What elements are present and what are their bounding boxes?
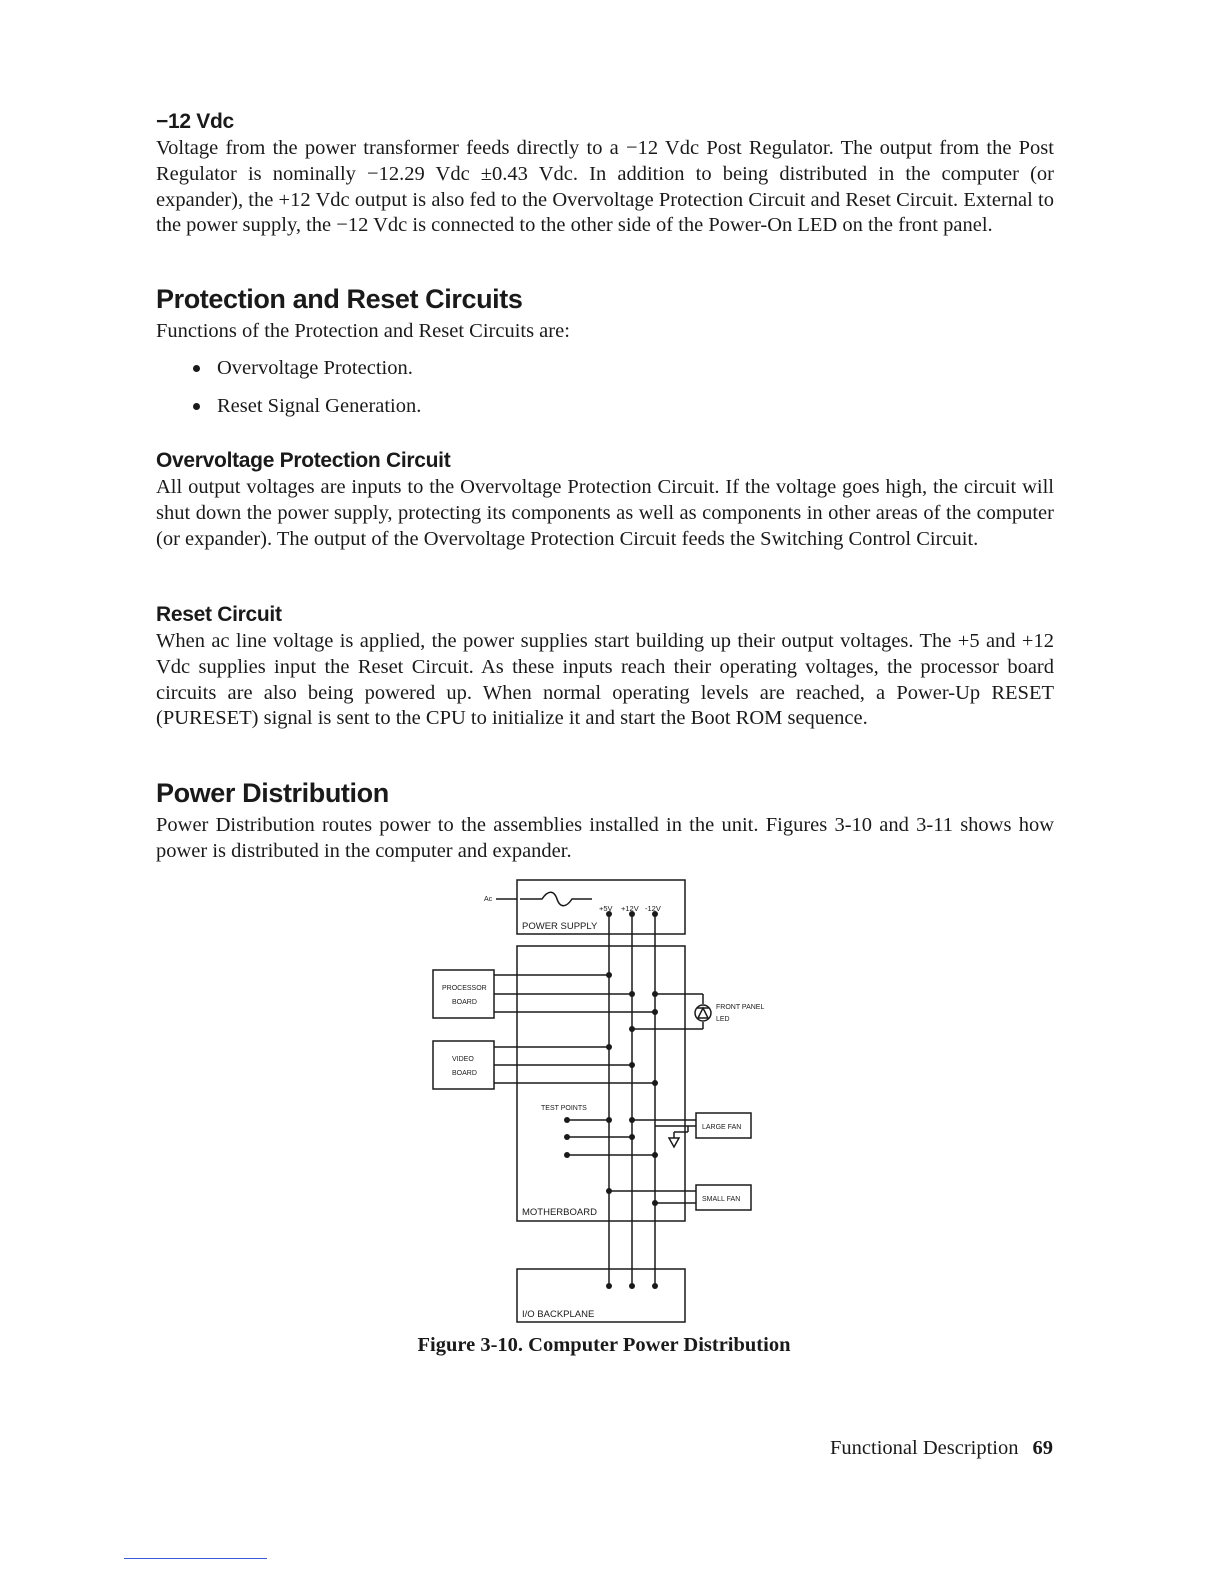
paragraph-distribution: Power Distribution routes power to the assemblies installed in the unit. Figures 3-10 and 3-11 shows how power is distributed in the computer and expander. (156, 814, 1054, 862)
video-board-label-1: VIDEO (452, 1056, 474, 1063)
bullet-item: Reset Signal Generation. (193, 392, 1054, 430)
bottom-rule (124, 1558, 267, 1559)
test-point (564, 1152, 570, 1158)
label-5v: +5V (599, 904, 613, 913)
small-fan-label: SMALL FAN (702, 1196, 741, 1203)
label-minus12v: -12V (645, 904, 661, 913)
processor-board-box (433, 970, 494, 1018)
ac-label: Ac (484, 896, 493, 903)
label-12v: +12V (621, 904, 639, 913)
heading-overvoltage: Overvoltage Protection Circuit (156, 449, 451, 472)
footer-title: Functional Description (830, 1437, 1019, 1459)
large-fan-label: LARGE FAN (702, 1124, 742, 1131)
sine-symbol (520, 892, 592, 906)
video-board-label-2: BOARD (452, 1070, 477, 1077)
heading-minus12vdc: −12 Vdc (156, 110, 234, 133)
figure-caption: Figure 3-10. Computer Power Distribution (417, 1334, 791, 1356)
test-points-label: TEST POINTS (541, 1105, 587, 1112)
page-number: 69 (1032, 1437, 1053, 1459)
bullet-item: Overvoltage Protection. (193, 354, 1054, 392)
processor-board-label-2: BOARD (452, 999, 477, 1006)
io-backplane-label: I/O BACKPLANE (522, 1309, 595, 1320)
processor-board-label-1: PROCESSOR (442, 985, 487, 992)
test-point (564, 1134, 570, 1140)
front-panel-label-2: LED (716, 1016, 730, 1023)
heading-reset: Reset Circuit (156, 603, 282, 626)
front-panel-label-1: FRONT PANEL (716, 1004, 765, 1011)
paragraph-minus12vdc: Voltage from the power transformer feeds directly to a −12 Vdc Post Regulator. The output from the Post Regulator is nominally −12.29 Vdc ±0.43 Vdc. In addition to being distributed in the computer (or expander), the +12 Vdc output is also fed to the Overvoltage Protection Circuit and Reset Circuit. External to the power supply, the −12 Vdc is connected to the other side of the Power-On LED on the front panel. (156, 137, 1054, 237)
video-board-box (433, 1041, 494, 1089)
paragraph-reset: When ac line voltage is applied, the power supplies start building up their output voltages. The +5 and +12 Vdc supplies input the Reset Circuit. As these inputs reach their operating voltages, the processor board circuits are also being powered up. When normal operating levels are reached, a Power-Up RESET (PURESET) signal is sent to the CPU to initialize it and start the Boot ROM sequence. (156, 630, 1054, 730)
paragraph-overvoltage: All output voltages are inputs to the Overvoltage Protection Circuit. If the voltage goes high, the circuit will shut down the power supply, protecting its components as well as components in other areas of the computer (or expander). The output of the Overvoltage Protection Circuit feeds the Switching Control Circuit. (156, 476, 1054, 550)
heading-protection: Protection and Reset Circuits (156, 284, 523, 314)
heading-distribution: Power Distribution (156, 778, 389, 808)
power-supply-label: POWER SUPPLY (522, 921, 598, 932)
paragraph-protection-intro: Functions of the Protection and Reset Circuits are: (156, 320, 570, 342)
motherboard-label: MOTHERBOARD (522, 1207, 597, 1218)
page-footer (830, 1437, 1053, 1460)
test-point (564, 1117, 570, 1123)
